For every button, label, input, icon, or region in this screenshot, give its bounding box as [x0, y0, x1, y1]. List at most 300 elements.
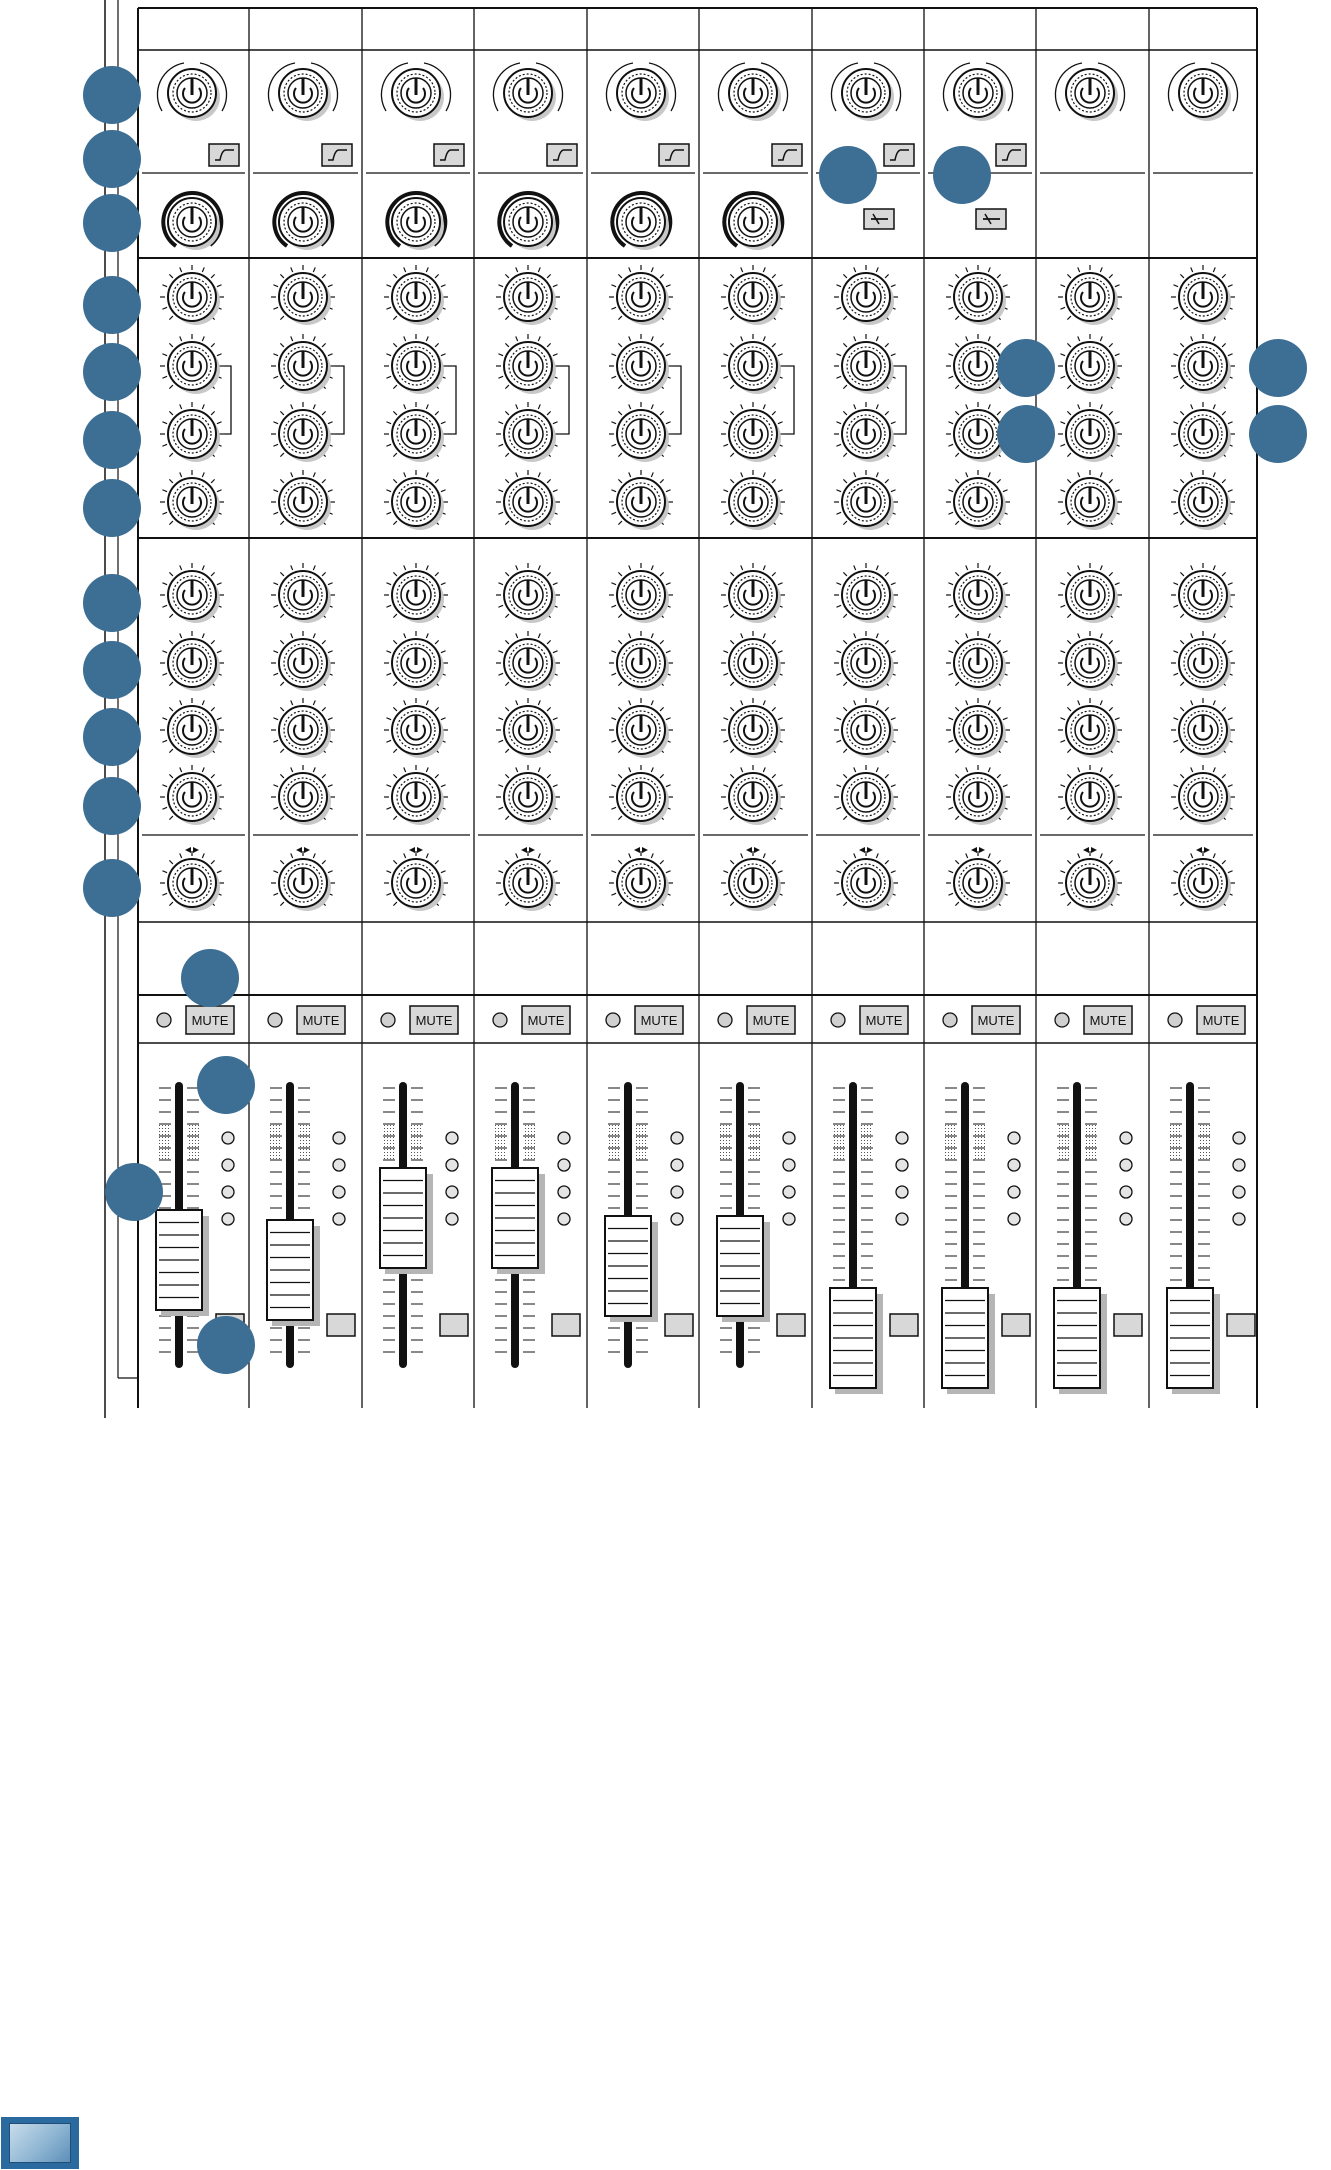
- knob-tick: [891, 422, 896, 424]
- pan-knob-icon[interactable]: [384, 847, 448, 911]
- aux-send-knob-icon[interactable]: [1171, 265, 1235, 325]
- meter-led: [222, 1186, 234, 1198]
- eq-knob-icon[interactable]: [271, 563, 335, 623]
- knob-tick: [763, 404, 765, 409]
- eq-knob-icon[interactable]: [1058, 698, 1122, 758]
- eq-knob-icon[interactable]: [160, 765, 224, 825]
- eq-knob-icon[interactable]: [271, 698, 335, 758]
- knob-tick: [211, 411, 215, 415]
- knob-tick: [393, 774, 397, 778]
- knob-tick: [730, 479, 734, 483]
- knob-tick: [441, 651, 446, 653]
- aux-send-knob-icon[interactable]: [384, 470, 448, 530]
- mute-button-label: MUTE: [1089, 1013, 1127, 1028]
- knob-tick: [955, 453, 959, 457]
- gain-knob-icon[interactable]: [163, 193, 221, 250]
- mute-button[interactable]: [1197, 1006, 1245, 1034]
- fader-cap[interactable]: [380, 1168, 433, 1274]
- high-pass-filter-icon[interactable]: [322, 144, 352, 166]
- knob-tick: [723, 651, 728, 653]
- knob-tick: [948, 490, 953, 492]
- knob-tick: [180, 336, 182, 341]
- knob-tick: [393, 411, 397, 415]
- aux-send-knob-icon[interactable]: [160, 334, 224, 394]
- knob-tick: [772, 707, 776, 711]
- knob-tick: [547, 640, 551, 644]
- trim-knob-icon[interactable]: [943, 63, 1012, 121]
- hpf-switch-body: [322, 144, 352, 166]
- knob-tick: [328, 785, 333, 787]
- aux-send-knob-icon[interactable]: [721, 402, 785, 462]
- knob-tick: [217, 285, 222, 287]
- callout-marker: [83, 194, 141, 252]
- knob-tick: [553, 718, 558, 720]
- aux-send-knob-icon[interactable]: [1058, 265, 1122, 325]
- solo-button[interactable]: [327, 1314, 355, 1336]
- eq-knob-icon[interactable]: [834, 563, 898, 623]
- fader-cap[interactable]: [717, 1216, 770, 1322]
- aux-send-knob-icon[interactable]: [834, 265, 898, 325]
- fader-cap[interactable]: [492, 1168, 545, 1274]
- knob-tick: [328, 285, 333, 287]
- knob-tick: [280, 682, 284, 686]
- knob-tick: [1173, 785, 1178, 787]
- aux-send-knob-icon[interactable]: [271, 334, 335, 394]
- pan-knob-icon[interactable]: [496, 847, 560, 911]
- trim-knob-icon[interactable]: [1168, 63, 1237, 121]
- pan-left-arrow: [859, 847, 865, 853]
- pan-knob-icon[interactable]: [160, 847, 224, 911]
- knob-tick: [441, 718, 446, 720]
- fader-unity-zone: [1085, 1125, 1097, 1161]
- knob-tick: [948, 354, 953, 356]
- knob-tick: [169, 453, 173, 457]
- pan-right-arrow: [417, 847, 423, 853]
- knob-tick: [435, 411, 439, 415]
- knob-tick: [629, 472, 631, 477]
- knob-tick: [280, 902, 284, 906]
- mute-led: [268, 1013, 282, 1027]
- high-pass-filter-icon[interactable]: [209, 144, 239, 166]
- aux-send-knob-icon[interactable]: [609, 470, 673, 530]
- aux-send-knob-icon[interactable]: [160, 470, 224, 530]
- callout-circle: [83, 574, 141, 632]
- callout-marker: [83, 411, 141, 469]
- aux-send-knob-icon[interactable]: [1171, 470, 1235, 530]
- knob-tick: [547, 343, 551, 347]
- knob-tick: [836, 444, 841, 446]
- knob-tick: [611, 807, 616, 809]
- solo-button[interactable]: [552, 1314, 580, 1336]
- pan-knob-icon[interactable]: [271, 847, 335, 911]
- knob-tick: [723, 893, 728, 895]
- high-pass-filter-icon[interactable]: [884, 144, 914, 166]
- knob-tick: [280, 860, 284, 864]
- knob-tick: [441, 285, 446, 287]
- trim-knob-icon[interactable]: [268, 63, 337, 121]
- fader-cap[interactable]: [156, 1210, 209, 1316]
- fader-unity-zone: [187, 1125, 199, 1161]
- knob-tick: [322, 572, 326, 576]
- knob-tick: [730, 707, 734, 711]
- knob-tick: [169, 902, 173, 906]
- meter-led: [1233, 1132, 1245, 1144]
- eq-knob-icon[interactable]: [496, 765, 560, 825]
- knob-tick: [723, 871, 728, 873]
- fader-cap[interactable]: [605, 1216, 658, 1322]
- gain-knob-icon[interactable]: [724, 193, 782, 250]
- fader-unity-zone: [833, 1125, 845, 1161]
- gain-knob-icon[interactable]: [499, 193, 557, 250]
- knob-tick: [180, 853, 182, 858]
- mute-button[interactable]: [410, 1006, 458, 1034]
- knob-tick: [1173, 285, 1178, 287]
- knob-tick: [328, 583, 333, 585]
- knob-tick: [1100, 853, 1102, 858]
- knob-tick: [217, 651, 222, 653]
- knob-tick: [611, 285, 616, 287]
- aux-send-knob-icon[interactable]: [384, 334, 448, 394]
- knob-tick: [313, 767, 315, 772]
- high-pass-filter-icon[interactable]: [547, 144, 577, 166]
- gain-knob-icon[interactable]: [387, 193, 445, 250]
- eq-knob-icon[interactable]: [609, 698, 673, 758]
- trim-knob-icon[interactable]: [1055, 63, 1124, 121]
- solo-button[interactable]: [1002, 1314, 1030, 1336]
- eq-knob-icon[interactable]: [721, 765, 785, 825]
- knob-tick: [180, 565, 182, 570]
- knob-tick: [876, 633, 878, 638]
- mute-button[interactable]: [747, 1006, 795, 1034]
- eq-knob-icon[interactable]: [384, 631, 448, 691]
- callout-marker: [997, 405, 1055, 463]
- knob-tick: [1228, 718, 1233, 720]
- eq-knob-icon[interactable]: [384, 765, 448, 825]
- callout-circle: [83, 777, 141, 835]
- knob-tick: [997, 774, 1001, 778]
- pan-knob-icon[interactable]: [834, 847, 898, 911]
- trim-knob-icon[interactable]: [718, 63, 787, 121]
- knob-tick: [885, 274, 889, 278]
- knob-tick: [741, 700, 743, 705]
- knob-tick: [1109, 572, 1113, 576]
- knob-tick: [854, 700, 856, 705]
- knob-tick: [763, 472, 765, 477]
- eq-knob-icon[interactable]: [1171, 765, 1235, 825]
- knob-tick: [505, 749, 509, 753]
- knob-tick: [988, 767, 990, 772]
- knob-tick: [1180, 749, 1184, 753]
- knob-tick: [1003, 871, 1008, 873]
- knob-tick: [273, 583, 278, 585]
- aux-send-knob-icon[interactable]: [1058, 402, 1122, 462]
- knob-tick: [162, 807, 167, 809]
- solo-button[interactable]: [440, 1314, 468, 1336]
- aux-pair-bracket: [448, 366, 456, 434]
- trim-knob-icon[interactable]: [157, 63, 226, 121]
- mute-button[interactable]: [860, 1006, 908, 1034]
- aux-pair-bracket: [335, 366, 344, 434]
- knob-tick: [180, 700, 182, 705]
- eq-knob-icon[interactable]: [160, 563, 224, 623]
- fader-cap[interactable]: [830, 1288, 883, 1394]
- fader-cap[interactable]: [942, 1288, 995, 1394]
- knob-tick: [1191, 700, 1193, 705]
- aux-send-knob-icon[interactable]: [1171, 334, 1235, 394]
- callout-circle: [83, 479, 141, 537]
- eq-knob-icon[interactable]: [160, 631, 224, 691]
- aux-send-knob-icon[interactable]: [384, 265, 448, 325]
- meter-led: [896, 1159, 908, 1171]
- aux-send-knob-icon[interactable]: [721, 265, 785, 325]
- eq-knob-icon[interactable]: [609, 631, 673, 691]
- eq-knob-icon[interactable]: [1171, 563, 1235, 623]
- knob-tick: [1078, 267, 1080, 272]
- aux-send-knob-icon[interactable]: [609, 402, 673, 462]
- knob-tick: [1180, 707, 1184, 711]
- fader-unity-zone: [945, 1125, 957, 1161]
- mute-led: [943, 1013, 957, 1027]
- pan-right-arrow: [642, 847, 648, 853]
- knob-tick: [169, 640, 173, 644]
- aux-send-knob-icon[interactable]: [721, 470, 785, 530]
- gain-knob-icon[interactable]: [274, 193, 332, 250]
- mute-button[interactable]: [635, 1006, 683, 1034]
- knob-tick: [1173, 718, 1178, 720]
- pan-left-arrow: [971, 847, 977, 853]
- mute-button[interactable]: [522, 1006, 570, 1034]
- fader-cap[interactable]: [1167, 1288, 1220, 1394]
- knob-tick: [955, 816, 959, 820]
- pan-knob-icon[interactable]: [946, 847, 1010, 911]
- eq-knob-icon[interactable]: [721, 563, 785, 623]
- knob-tick: [211, 479, 215, 483]
- knob-tick: [730, 640, 734, 644]
- high-pass-filter-icon[interactable]: [996, 144, 1026, 166]
- knob-tick: [498, 376, 503, 378]
- knob-tick: [291, 767, 293, 772]
- knob-tick: [393, 385, 397, 389]
- aux-send-knob-icon[interactable]: [946, 265, 1010, 325]
- fader-unity-zone: [270, 1125, 282, 1161]
- knob-tick: [516, 633, 518, 638]
- eq-knob-icon[interactable]: [271, 765, 335, 825]
- knob-tick: [948, 422, 953, 424]
- knob-tick: [629, 565, 631, 570]
- solo-button[interactable]: [1114, 1314, 1142, 1336]
- aux-send-knob-icon[interactable]: [160, 402, 224, 462]
- aux-send-knob-icon[interactable]: [1171, 402, 1235, 462]
- pan-left-arrow: [296, 847, 302, 853]
- knob-tick: [217, 785, 222, 787]
- knob-tick: [1115, 583, 1120, 585]
- trim-knob-icon[interactable]: [831, 63, 900, 121]
- knob-tick: [988, 633, 990, 638]
- eq-knob-icon[interactable]: [1171, 631, 1235, 691]
- mute-button[interactable]: [972, 1006, 1020, 1034]
- aux-send-knob-icon[interactable]: [271, 402, 335, 462]
- eq-knob-icon[interactable]: [609, 765, 673, 825]
- meter-led: [558, 1159, 570, 1171]
- aux-send-knob-icon[interactable]: [496, 470, 560, 530]
- fader-unity-zone: [636, 1125, 648, 1161]
- eq-knob-icon[interactable]: [1058, 765, 1122, 825]
- eq-knob-icon[interactable]: [946, 765, 1010, 825]
- knob-tick: [1191, 565, 1193, 570]
- knob-tick: [211, 860, 215, 864]
- fader-unity-zone: [973, 1125, 985, 1161]
- callout-circle: [83, 130, 141, 188]
- aux-send-knob-icon[interactable]: [946, 470, 1010, 530]
- meter-led: [446, 1213, 458, 1225]
- eq-knob-icon[interactable]: [834, 698, 898, 758]
- pan-knob-icon[interactable]: [609, 847, 673, 911]
- mute-button[interactable]: [1084, 1006, 1132, 1034]
- knob-tick: [280, 274, 284, 278]
- aux-send-knob-icon[interactable]: [496, 402, 560, 462]
- aux-send-knob-icon[interactable]: [834, 470, 898, 530]
- knob-tick: [618, 749, 622, 753]
- solo-button[interactable]: [777, 1314, 805, 1336]
- knob-tick: [1067, 385, 1071, 389]
- aux-send-knob-icon[interactable]: [496, 265, 560, 325]
- mute-button[interactable]: [186, 1006, 234, 1034]
- knob-tick: [723, 583, 728, 585]
- eq-knob-icon[interactable]: [1058, 631, 1122, 691]
- high-pass-filter-icon[interactable]: [772, 144, 802, 166]
- knob-tick: [1180, 411, 1184, 415]
- pan-knob-icon[interactable]: [1171, 847, 1235, 911]
- knob-tick: [1060, 354, 1065, 356]
- eq-knob-icon[interactable]: [496, 698, 560, 758]
- knob-tick: [1222, 860, 1226, 864]
- knob-tick: [498, 285, 503, 287]
- aux-send-knob-icon[interactable]: [271, 265, 335, 325]
- knob-tick: [1173, 871, 1178, 873]
- callout-marker: [83, 479, 141, 537]
- knob-tick: [404, 472, 406, 477]
- aux-send-knob-icon[interactable]: [609, 265, 673, 325]
- aux-send-knob-icon[interactable]: [721, 334, 785, 394]
- aux-send-knob-icon[interactable]: [1058, 470, 1122, 530]
- eq-knob-icon[interactable]: [609, 563, 673, 623]
- knob-tick: [1109, 774, 1113, 778]
- callout-marker: [83, 574, 141, 632]
- eq-knob-icon[interactable]: [946, 698, 1010, 758]
- knob-tick: [1213, 472, 1215, 477]
- pan-knob-icon[interactable]: [721, 847, 785, 911]
- knob-tick: [854, 267, 856, 272]
- aux-send-knob-icon[interactable]: [160, 265, 224, 325]
- hpf-switch-body: [434, 144, 464, 166]
- eq-knob-icon[interactable]: [384, 698, 448, 758]
- mute-led: [831, 1013, 845, 1027]
- knob-tick: [778, 490, 783, 492]
- eq-knob-icon[interactable]: [721, 631, 785, 691]
- page-corner-logo: [1, 2117, 79, 2169]
- eq-knob-icon[interactable]: [721, 698, 785, 758]
- meter-led: [1008, 1213, 1020, 1225]
- aux-send-knob-icon[interactable]: [1058, 334, 1122, 394]
- fader-unity-zone: [1198, 1125, 1210, 1161]
- eq-knob-icon[interactable]: [946, 563, 1010, 623]
- pad-switch-icon[interactable]: [976, 209, 1006, 229]
- hpf-switch-body: [772, 144, 802, 166]
- eq-knob-icon[interactable]: [160, 698, 224, 758]
- eq-knob-icon[interactable]: [496, 631, 560, 691]
- trim-knob-icon[interactable]: [606, 63, 675, 121]
- hpf-switch-body: [209, 144, 239, 166]
- knob-tick: [836, 285, 841, 287]
- knob-tick: [322, 707, 326, 711]
- knob-tick: [741, 565, 743, 570]
- knob-tick: [876, 853, 878, 858]
- eq-knob-icon[interactable]: [834, 631, 898, 691]
- knob-tick: [1067, 274, 1071, 278]
- eq-knob-icon[interactable]: [946, 631, 1010, 691]
- pan-right-arrow: [1204, 847, 1210, 853]
- knob-tick: [836, 807, 841, 809]
- fader-cap[interactable]: [1054, 1288, 1107, 1394]
- knob-tick: [386, 354, 391, 356]
- knob-tick: [1067, 640, 1071, 644]
- mute-button[interactable]: [297, 1006, 345, 1034]
- knob-tick: [169, 316, 173, 320]
- eq-knob-icon[interactable]: [496, 563, 560, 623]
- knob-tick: [772, 860, 776, 864]
- eq-knob-icon[interactable]: [384, 563, 448, 623]
- knob-tick: [772, 572, 776, 576]
- knob-tick: [843, 707, 847, 711]
- knob-tick: [498, 490, 503, 492]
- solo-button[interactable]: [665, 1314, 693, 1336]
- knob-tick: [1180, 343, 1184, 347]
- gain-knob-icon[interactable]: [612, 193, 670, 250]
- aux-send-knob-icon[interactable]: [384, 402, 448, 462]
- aux-send-knob-icon[interactable]: [834, 402, 898, 462]
- knob-tick: [876, 336, 878, 341]
- knob-tick: [386, 871, 391, 873]
- eq-knob-icon[interactable]: [834, 765, 898, 825]
- aux-send-knob-icon[interactable]: [609, 334, 673, 394]
- aux-send-knob-icon[interactable]: [834, 334, 898, 394]
- aux-send-knob-icon[interactable]: [271, 470, 335, 530]
- pan-knob-icon[interactable]: [1058, 847, 1122, 911]
- knob-tick: [393, 640, 397, 644]
- meter-led: [333, 1213, 345, 1225]
- high-pass-filter-icon[interactable]: [434, 144, 464, 166]
- knob-tick: [386, 307, 391, 309]
- pad-switch-icon[interactable]: [864, 209, 894, 229]
- eq-knob-icon[interactable]: [1058, 563, 1122, 623]
- knob-tick: [393, 572, 397, 576]
- knob-tick: [778, 718, 783, 720]
- solo-button[interactable]: [890, 1314, 918, 1336]
- meter-led: [783, 1132, 795, 1144]
- aux-send-knob-icon[interactable]: [496, 334, 560, 394]
- fader-cap[interactable]: [267, 1220, 320, 1326]
- knob-tick: [1060, 605, 1065, 607]
- high-pass-filter-icon[interactable]: [659, 144, 689, 166]
- eq-knob-icon[interactable]: [1171, 698, 1235, 758]
- knob-tick: [611, 490, 616, 492]
- trim-knob-icon[interactable]: [493, 63, 562, 121]
- eq-knob-icon[interactable]: [271, 631, 335, 691]
- trim-knob-icon[interactable]: [381, 63, 450, 121]
- knob-tick: [505, 816, 509, 820]
- solo-button[interactable]: [1227, 1314, 1255, 1336]
- knob-tick: [547, 860, 551, 864]
